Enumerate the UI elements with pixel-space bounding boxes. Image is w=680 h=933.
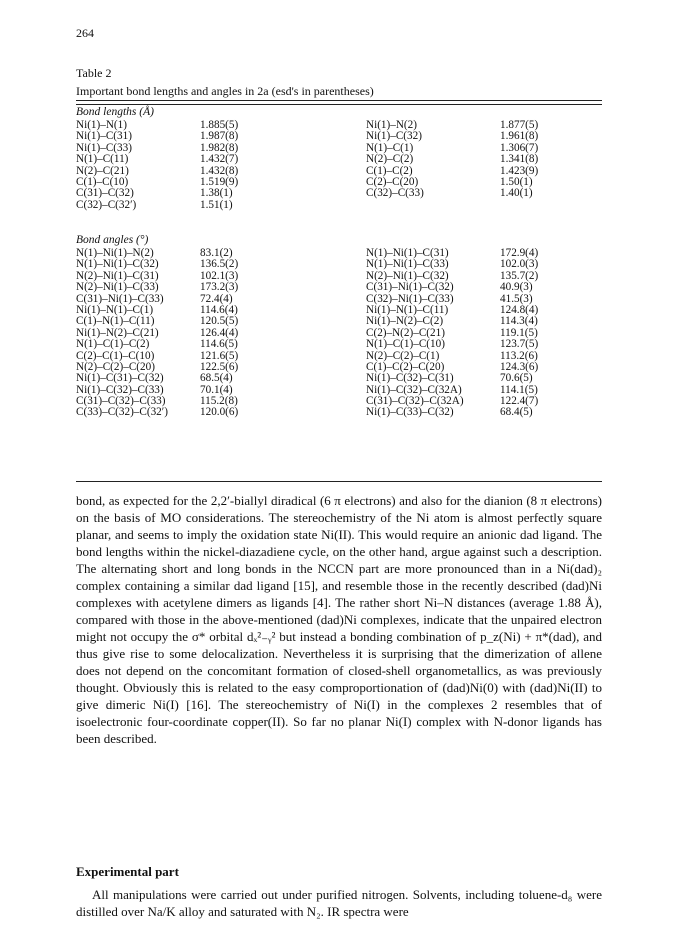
bond-value-right: 68.4(5) — [500, 406, 533, 419]
bond-value-left: 1.38(1) — [200, 187, 233, 200]
bond-label-left: C(1)–C(10) — [76, 175, 129, 188]
bond-label-right: Ni(1)–C(32)–C(32A) — [366, 383, 462, 396]
bond-value-right: 114.1(5) — [500, 383, 538, 396]
table-bottom-rule — [76, 481, 602, 482]
bond-value-left: 1.982(8) — [200, 141, 239, 154]
bond-value-right: 1.877(5) — [500, 119, 539, 131]
bond-label-right: C(2)–N(2)–C(21) — [366, 326, 445, 339]
lengths-header: Bond lengths (Å) — [76, 106, 154, 118]
bond-value-right: 172.9(4) — [500, 247, 539, 259]
bond-value-left: 136.5(2) — [200, 258, 239, 271]
bond-label-left: N(1)–C(1)–C(2) — [76, 338, 150, 351]
page-number: 264 — [76, 26, 94, 40]
bond-value-right: 124.8(4) — [500, 303, 539, 316]
bond-label-left: Ni(1)–C(31)–C(32) — [76, 372, 164, 385]
bond-label-left: N(1)–Ni(1)–N(2) — [76, 247, 154, 259]
bond-value-right: 40.9(3) — [500, 281, 533, 294]
bond-value-left: 126.4(4) — [200, 326, 239, 339]
bond-value-right: 1.306(7) — [500, 141, 539, 154]
bond-label-right: N(1)–Ni(1)–C(33) — [366, 258, 449, 271]
bond-value-left: 114.6(4) — [200, 303, 238, 316]
bond-value-left: 173.2(3) — [200, 281, 239, 294]
angles-header: Bond angles (°) — [76, 234, 149, 246]
bond-label-left: Ni(1)–C(33) — [76, 141, 132, 154]
bond-label-right: Ni(1)–N(2)–C(2) — [366, 315, 444, 328]
bond-value-right: 41.5(3) — [500, 292, 533, 305]
table-row — [0, 339, 680, 350]
bond-label-right: C(1)–C(2) — [366, 164, 413, 177]
bond-value-left: 1.885(5) — [200, 119, 239, 131]
bond-label-right: N(1)–C(1) — [366, 141, 414, 154]
bond-label-left: C(31)–C(32)–C(33) — [76, 395, 166, 408]
table-caption: Table 2 — [76, 66, 112, 80]
bond-label-right: Ni(1)–N(1)–C(11) — [366, 303, 449, 316]
bond-value-left: 1.51(1) — [200, 198, 233, 211]
bond-value-left: 114.6(5) — [200, 338, 238, 351]
bond-label-right: C(32)–C(33) — [366, 187, 424, 200]
bond-label-left: N(1)–C(11) — [76, 153, 129, 166]
bond-value-left: 120.5(5) — [200, 315, 239, 328]
bond-label-right: N(2)–C(2)–C(1) — [366, 349, 440, 362]
bond-label-right: C(2)–C(20) — [366, 175, 419, 188]
table-top-rule — [76, 100, 602, 101]
bond-value-right: 135.7(2) — [500, 269, 539, 282]
bond-value-left: 1.432(7) — [200, 153, 239, 166]
bond-value-right: 113.2(6) — [500, 349, 538, 362]
bond-label-right: Ni(1)–C(32) — [366, 130, 422, 143]
bond-label-left: C(31)–Ni(1)–C(33) — [76, 292, 164, 305]
bond-value-left: 70.1(4) — [200, 383, 233, 396]
lengths-table — [0, 120, 680, 211]
bond-value-left: 83.1(2) — [200, 247, 233, 259]
bond-value-right: 1.961(8) — [500, 130, 539, 143]
bond-label-right: N(1)–Ni(1)–C(31) — [366, 247, 449, 259]
bond-value-right: 123.7(5) — [500, 338, 539, 351]
bond-value-right: 1.423(9) — [500, 164, 539, 177]
bond-label-left: N(1)–Ni(1)–C(32) — [76, 258, 159, 271]
table-row — [0, 373, 680, 384]
table-row — [0, 407, 680, 418]
bond-label-left: Ni(1)–C(32)–C(33) — [76, 383, 164, 396]
bond-value-right: 70.6(5) — [500, 372, 533, 385]
table-header-rule — [76, 104, 602, 105]
bond-value-left: 121.6(5) — [200, 349, 239, 362]
bond-value-right: 1.40(1) — [500, 187, 533, 200]
experimental-paragraph: All manipulations were carried out under purified nitrogen. Solvents, including toluene-d₈ were distilled over Na/K alloy and saturated with N₂. IR spectra were — [76, 887, 602, 919]
bond-label-left: Ni(1)–C(31) — [76, 130, 132, 143]
bond-label-right: C(31)–Ni(1)–C(32) — [366, 281, 454, 294]
angles-table — [0, 248, 680, 419]
bond-value-left: 68.5(4) — [200, 372, 233, 385]
bond-value-right: 122.4(7) — [500, 395, 539, 408]
experimental-heading: Experimental part — [76, 864, 179, 879]
bond-value-left: 1.987(8) — [200, 130, 239, 143]
bond-value-left: 120.0(6) — [200, 406, 239, 419]
bond-value-left: 122.5(6) — [200, 360, 239, 373]
bond-label-left: N(2)–Ni(1)–C(33) — [76, 281, 159, 294]
bond-label-left: Ni(1)–N(1)–C(1) — [76, 303, 154, 316]
bond-label-right: C(31)–C(32)–C(32A) — [366, 395, 464, 408]
bond-value-left: 1.432(8) — [200, 164, 239, 177]
bond-label-right: N(2)–C(2) — [366, 153, 414, 166]
bond-value-left: 115.2(8) — [200, 395, 238, 408]
body-paragraph: bond, as expected for the 2,2′-biallyl diradical (6 π electrons) and also for the dianion (8 π electrons) on the basis of MO considerations. The stereochemistry of the Ni atom is almost perfectly square planar, and seems to imply the oxidation state Ni(II). This would require an anionic dad ligand. The bond lengths within the nickel-diazadiene cycle, on the other hand, argue against such a description. The alternating short and long bonds in the NCCN part are more pronounced than in a Ni(dad)₂ complex containing a similar dad ligand [15], and resemble those in the recently described (dad)Ni complexes with acetylene dimers as ligands [4]. The rather short Ni–N distances (average 1.88 Å), compared with those in the above-mentioned (dad)Ni complexes, indicate that the unpaired electron might not occupy the σ* orbital dₓ²₋ᵧ² but instead a bonding combination of p_z(Ni) + π*(dad), and thus give rise to some delocalization. Nevertheless it is surprising that the dimerization of allene does not depend on the concomitant formation of closed-shell organometallics, as was previously thought. Obviously this is related to the easy comproportionation of (dad)Ni(0) with (dad)Ni(II) to give dimeric Ni(I) [16]. The stereochemistry of Ni(I) in the complexes 2 resembles that of isoelectronic four-coordinate copper(II). So far no planar Ni(I) complex with N-donor ligands has been described. — [76, 493, 602, 746]
bond-label-left: Ni(1)–N(1) — [76, 119, 127, 131]
table-row — [0, 154, 680, 165]
table-row — [0, 282, 680, 293]
bond-value-right: 1.341(8) — [500, 153, 539, 166]
bond-value-right: 124.3(6) — [500, 360, 539, 373]
bond-label-right: Ni(1)–N(2) — [366, 119, 417, 131]
bond-label-left: C(31)–C(32) — [76, 187, 134, 200]
bond-label-left: C(33)–C(32)–C(32′) — [76, 406, 168, 419]
table-title: Important bond lengths and angles in 2a (esd's in parentheses) — [76, 84, 374, 98]
bond-value-right: 1.50(1) — [500, 175, 533, 188]
bond-label-left: C(32)–C(32′) — [76, 198, 137, 211]
bond-value-left: 102.1(3) — [200, 269, 239, 282]
bond-label-left: N(2)–Ni(1)–C(31) — [76, 269, 159, 282]
bond-value-left: 1.519(9) — [200, 175, 239, 188]
bond-value-right: 114.3(4) — [500, 315, 538, 328]
bond-value-right: 119.1(5) — [500, 326, 538, 339]
bond-label-right: C(1)–C(2)–C(20) — [366, 360, 445, 373]
bond-label-left: Ni(1)–N(2)–C(21) — [76, 326, 159, 339]
bond-label-right: Ni(1)–C(32)–C(31) — [366, 372, 454, 385]
bond-label-right: N(1)–C(1)–C(10) — [366, 338, 445, 351]
bond-value-left: 72.4(4) — [200, 292, 233, 305]
bond-label-left: C(2)–C(1)–C(10) — [76, 349, 155, 362]
bond-label-left: N(2)–C(21) — [76, 164, 129, 177]
bond-label-right: C(32)–Ni(1)–C(33) — [366, 292, 454, 305]
bond-value-right: 102.0(3) — [500, 258, 539, 271]
bond-label-right: N(2)–Ni(1)–C(32) — [366, 269, 449, 282]
bond-label-left: N(2)–C(2)–C(20) — [76, 360, 155, 373]
table-row — [0, 200, 680, 211]
bond-label-left: C(1)–N(1)–C(11) — [76, 315, 155, 328]
bond-label-right: Ni(1)–C(33)–C(32) — [366, 406, 454, 419]
